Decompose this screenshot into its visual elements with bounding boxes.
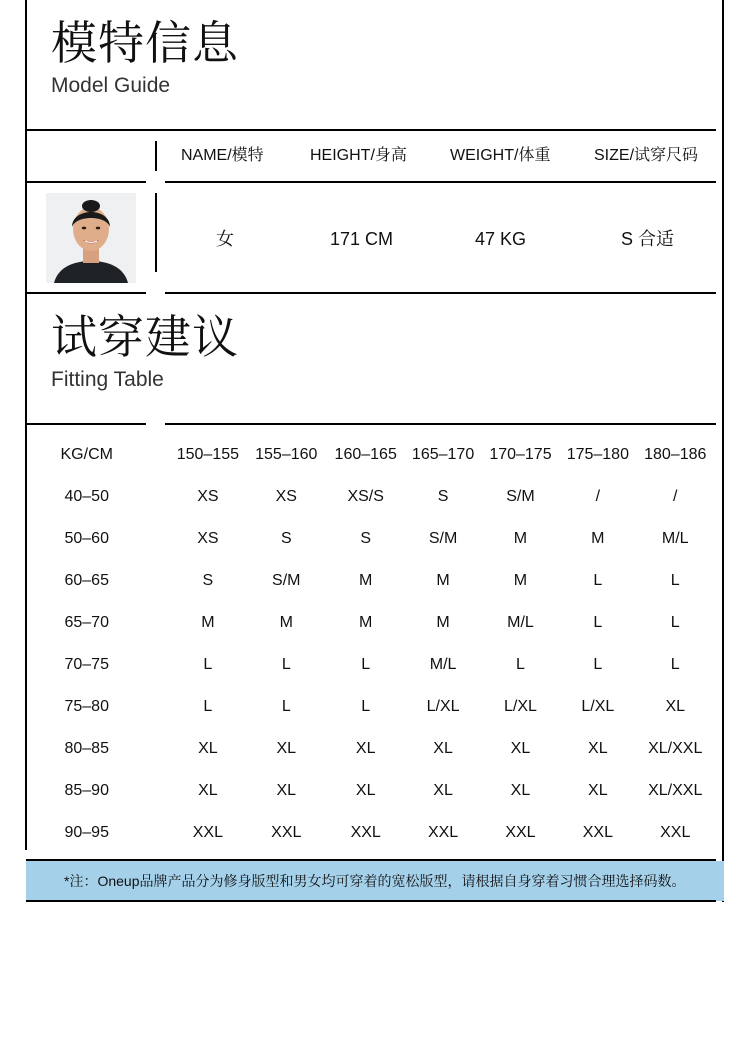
model-photo [46, 193, 136, 283]
size-cell: L [670, 614, 680, 631]
fitting-divider-right [165, 423, 716, 425]
size-cell: M [513, 530, 528, 547]
weight-range: 40–50 [64, 488, 109, 505]
height-range-header: 150–155 [176, 446, 240, 463]
size-cell: XS/S [347, 488, 384, 505]
size-cell: S/M [272, 572, 301, 589]
model-size-value: S 合适 [621, 229, 675, 249]
size-cell: M [279, 614, 293, 631]
height-range-header: 155–160 [255, 446, 318, 463]
size-cell: XXL [582, 824, 613, 841]
table-row [46, 644, 716, 686]
size-cell: L [281, 698, 291, 715]
size-cell: L [670, 656, 680, 673]
size-cell: XL [198, 740, 218, 757]
size-cell: M [436, 614, 450, 631]
size-cell: XL/XXL [648, 782, 703, 799]
model-portrait-image [46, 193, 136, 283]
height-range-header: 165–170 [411, 446, 475, 463]
size-cell: XXL [427, 824, 459, 841]
size-cell: L [593, 656, 603, 673]
table-row [46, 518, 716, 560]
table-row [46, 728, 716, 770]
note-bottom-divider [26, 900, 716, 902]
model-row-separator [155, 193, 157, 272]
size-cell: M [591, 530, 605, 547]
size-cell: XL [510, 740, 531, 757]
table-row [46, 812, 716, 854]
left-border [25, 0, 27, 850]
size-cell: / [673, 488, 678, 505]
size-cell: S [280, 530, 292, 547]
model-height-value: 171 CM [330, 229, 394, 249]
right-border [722, 0, 724, 902]
size-cell: M [513, 572, 528, 589]
size-cell: XL [276, 782, 297, 799]
fitting-divider-left [26, 423, 146, 425]
table-header-row [46, 434, 716, 476]
model-bottom-divider-right [165, 292, 716, 294]
table-row [46, 770, 716, 812]
model-bottom-divider-left [26, 292, 146, 294]
size-cell: M [201, 614, 215, 631]
size-cell: L [516, 656, 525, 673]
size-cell: S [437, 488, 449, 505]
weight-range: 85–90 [64, 782, 109, 799]
size-cell: L/XL [426, 698, 460, 715]
size-cell: XS [197, 488, 219, 505]
fitting-table [46, 434, 716, 854]
size-cell: XL [588, 740, 608, 757]
size-cell: M [359, 572, 373, 589]
model-top-divider [26, 129, 716, 131]
weight-range: 75–80 [64, 698, 109, 715]
size-cell: L [203, 656, 213, 673]
note-bar [26, 861, 724, 901]
header-size: SIZE/试穿尺码 [594, 147, 699, 164]
weight-range: 90–95 [64, 824, 109, 841]
table-row [46, 560, 716, 602]
header-name: NAME/模特 [181, 147, 264, 164]
table-row [46, 602, 716, 644]
size-cell: XXL [271, 824, 302, 841]
size-cell: XL [433, 782, 453, 799]
size-cell: XL [510, 782, 531, 799]
size-cell: XL [276, 740, 297, 757]
size-cell: / [595, 488, 601, 505]
size-cell: S/M [506, 488, 535, 505]
size-cell: M/L [507, 614, 534, 631]
size-cell: L [593, 572, 603, 589]
size-cell: M/L [429, 656, 457, 673]
header-height: HEIGHT/身高 [310, 147, 407, 164]
size-cell: L/XL [581, 698, 615, 715]
header-weight: WEIGHT/体重 [450, 147, 551, 164]
size-cell: XXL [660, 824, 691, 841]
height-range-header: 170–175 [489, 446, 552, 463]
size-cell: XL [588, 782, 608, 799]
size-cell: L/XL [504, 698, 537, 715]
corner-label: KG/CM [60, 446, 113, 463]
weight-range: 50–60 [64, 530, 109, 547]
height-range-header: 180–186 [644, 446, 707, 463]
size-cell: S [360, 530, 372, 547]
size-cell: S [202, 572, 214, 589]
size-cell: XL [355, 782, 376, 799]
table-row [46, 686, 716, 728]
model-title-cn: 模特信息 [51, 16, 239, 70]
size-cell: M/L [661, 530, 689, 547]
table-row [46, 476, 716, 518]
size-cell: XS [275, 488, 297, 505]
size-cell: M [436, 572, 450, 589]
size-cell: XL [433, 740, 453, 757]
size-cell: XXL [350, 824, 381, 841]
size-cell: L [281, 656, 291, 673]
height-range-header: 160–165 [334, 446, 397, 463]
fitting-title-en: Fitting Table [51, 368, 164, 391]
model-header-divider-left [26, 181, 146, 183]
height-range-header: 175–180 [566, 446, 629, 463]
size-cell: XL/XXL [648, 740, 703, 757]
size-cell: L [361, 698, 371, 715]
model-header-divider-right [165, 181, 716, 183]
weight-range: 65–70 [64, 614, 109, 631]
model-name-value: 女 [216, 229, 234, 249]
size-cell: XS [197, 530, 219, 547]
note-text: *注：Oneup品牌产品分为修身版型和男女均可穿着的宽松版型，请根据自身穿着习惯合理选择码数。 [64, 873, 686, 889]
size-cell: XL [198, 782, 218, 799]
size-cell: XXL [192, 824, 223, 841]
size-cell: L [593, 614, 603, 631]
size-cell: L [670, 572, 680, 589]
size-cell: L [361, 656, 371, 673]
model-header-row [0, 141, 750, 171]
size-cell: XXL [505, 824, 536, 841]
weight-range: 60–65 [64, 572, 109, 589]
size-cell: L [203, 698, 213, 715]
weight-range: 80–85 [64, 740, 109, 757]
size-cell: XL [665, 698, 686, 715]
model-weight-value: 47 KG [475, 229, 527, 249]
model-title-en: Model Guide [51, 74, 171, 97]
size-cell: XL [355, 740, 376, 757]
size-cell: M [359, 614, 373, 631]
size-cell: S/M [428, 530, 458, 547]
fitting-title-cn: 试穿建议 [51, 310, 239, 364]
weight-range: 70–75 [64, 656, 109, 673]
